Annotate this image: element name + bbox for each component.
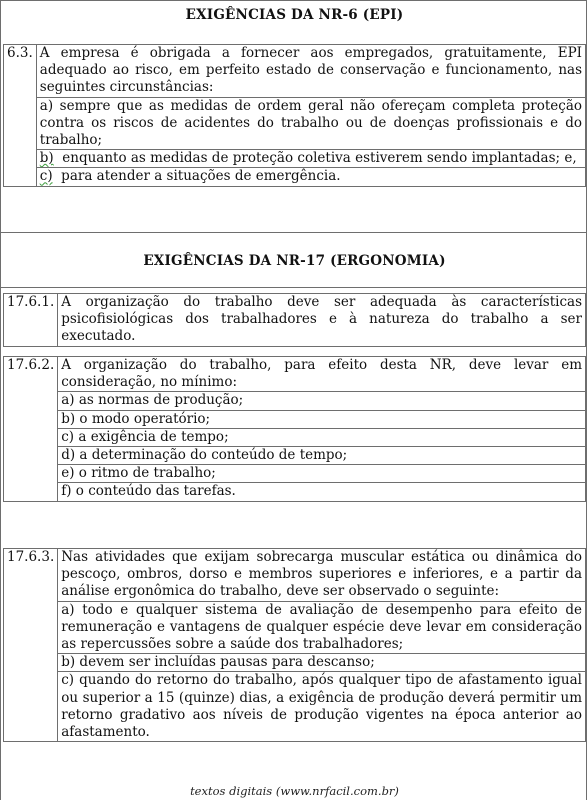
nr6-item-b-letter: b): [39, 150, 54, 167]
nr17-item2-sub-e: e) o ritmo de trabalho;: [58, 465, 586, 483]
nr17-item1-text: A organização do trabalho deve ser adequada às características psicofisiológicas dos trabalhadores e à natureza do trabalho a ser executado.: [58, 294, 586, 347]
item-number-17-6-1: 17.6.1.: [4, 294, 58, 347]
item-number-17-6-2: 17.6.2.: [4, 357, 58, 502]
nr6-item-c-text: para atender a situações de emergência.: [52, 168, 341, 185]
nr17-item3-sub-c: c) quando do retorno do trabalho, após qualquer tipo de afastamento igual ou superior a 15 (quinze) dias, a exigência de produção deverá permitir um retorno gradativo aos níveis de produção vigentes na época anterior ao afastamento.: [58, 672, 586, 742]
item-number-6-3: 6.3.: [4, 45, 37, 187]
nr17-table-3: [3, 548, 586, 742]
nr6-item-a: [36, 97, 585, 150]
section1-title: EXIGÊNCIAS DA NR-6 (EPI): [185, 7, 404, 23]
nr17-item2-sub-b: b) o modo operatório;: [58, 410, 586, 428]
section-divider-2: [1, 287, 587, 288]
footer-credit: textos digitais (www.nrfacil.com.br): [190, 784, 399, 798]
nr6-intro: A empresa é obrigada a fornecer aos empregados, gratuitamente, EPI adequado ao risco, em perfeito estado de conservação e funcionamento, nas seguintes circunstâncias:: [36, 45, 585, 98]
nr6-item-c: [36, 168, 585, 186]
nr17-item2-sub-c: c) a exigência de tempo;: [58, 428, 586, 446]
nr17-item3-text: Nas atividades que exijam sobrecarga muscular estática ou dinâmica do pescoço, ombros, dorso e membros superiores e inferiores, e a partir da análise ergonômica do trabalho, deve ser observado o seguinte:: [58, 549, 586, 602]
nr17-item2-text: A organização do trabalho, para efeito desta NR, deve levar em consideração, no mínimo:: [58, 357, 586, 392]
nr6-item-c-letter: c): [39, 168, 53, 185]
nr17-item2-sub-f: f) o conteúdo das tarefas.: [58, 483, 586, 501]
nr6-item-b: [36, 150, 585, 168]
nr17-item2-sub-d: d) a determinação do conteúdo de tempo;: [58, 447, 586, 465]
nr6-item-b-text: enquanto as medidas de proteção coletiva estiverem sendo implantadas; e,: [53, 150, 577, 167]
nr6-table: [3, 44, 586, 187]
nr17-item3-sub-b: b) devem ser incluídas pausas para descanso;: [58, 654, 586, 672]
nr17-table-1: [3, 293, 586, 347]
nr6-item-a-letter: a): [39, 97, 54, 114]
nr17-item3-sub-a: a) todo e qualquer sistema de avaliação de desempenho para efeito de remuneração e vantagens de qualquer espécie deve levar em consideração as repercussões sobre a saúde dos trabalhadores;: [58, 601, 586, 654]
section-divider: [1, 232, 587, 233]
nr17-item2-sub-a: a) as normas de produção;: [58, 392, 586, 410]
nr17-table-2: [3, 356, 586, 502]
nr6-item-a-text: sempre que as medidas de ordem geral não ofereçam completa proteção contra os riscos de acidentes do trabalho ou de doenças profissionais e do trabalho;: [39, 97, 582, 149]
item-number-17-6-3: 17.6.3.: [4, 549, 58, 742]
section2-title: EXIGÊNCIAS DA NR-17 (ERGONOMIA): [143, 253, 446, 269]
